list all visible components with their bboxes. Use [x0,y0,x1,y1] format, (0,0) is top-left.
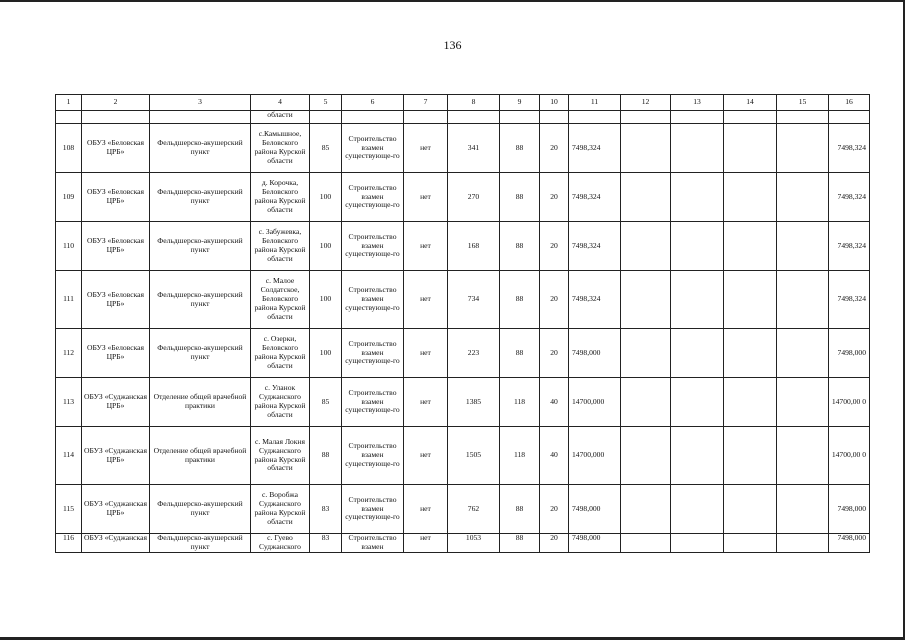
cell-locality: с. Уланок Суджанского района Курской области [251,378,310,427]
cell-col15 [777,427,829,485]
cell-locality: д. Корочка, Беловского района Курской области [251,173,310,222]
cell-organization: ОБУЗ «Суджанская ЦРБ» [82,378,150,427]
cell-col7: нет [404,329,448,378]
cell-col12 [621,485,671,534]
cell-col16: 14700,00 0 [829,378,870,427]
cell-col9: 88 [500,222,540,271]
cell-facility-type: Фельдшерско-акушерский пункт [150,271,251,329]
cell-organization: ОБУЗ «Беловская ЦРБ» [82,271,150,329]
cell-col15 [777,485,829,534]
page-edge-top [0,0,905,2]
cell-col10: 20 [540,534,569,553]
cell-col5: 85 [310,378,342,427]
cell-col8: 762 [448,485,500,534]
table-row [56,485,870,534]
cell-col13 [671,173,724,222]
column-header: 5 [310,95,342,111]
cell-locality: с. Малая Локня Суджанского района Курской области [251,427,310,485]
cell-col11: 7498,000 [569,534,621,553]
cell-col13 [671,378,724,427]
cell-col7: нет [404,534,448,553]
cell-col9: 88 [500,173,540,222]
header-row [56,95,870,111]
cell-facility-type: Отделение общей врачебной практики [150,378,251,427]
cell-col9: 88 [500,485,540,534]
cell-col11: 7498,324 [569,124,621,173]
cell-number: 110 [56,222,82,271]
table-row [56,173,870,222]
cell-col12 [621,271,671,329]
cell-col5: 100 [310,222,342,271]
cell-facility-type: Фельдшерско-акушерский пункт [150,124,251,173]
cell-work-type: Строительство взамен существующе-го [342,173,404,222]
cell-col14 [724,485,777,534]
cell-work-type: Строительство взамен [342,534,404,553]
column-header: 3 [150,95,251,111]
cell-facility-type: Фельдшерско-акушерский пункт [150,222,251,271]
cell-col10: 20 [540,222,569,271]
cell-col10: 20 [540,124,569,173]
cell-col5: 85 [310,124,342,173]
cell-col14 [724,222,777,271]
cell-col12 [621,534,671,553]
cell-col16: 7498,000 [829,485,870,534]
cell-work-type: Строительство взамен существующе-го [342,378,404,427]
cell-facility-type: Фельдшерско-акушерский пункт [150,173,251,222]
cell-col8: 1505 [448,427,500,485]
cell-number: 112 [56,329,82,378]
cell-col14 [724,534,777,553]
cell-facility-type: Отделение общей врачебной практики [150,427,251,485]
cell-col16: 7498,324 [829,271,870,329]
cell-col15 [777,378,829,427]
column-header: 10 [540,95,569,111]
cell-facility-type: Фельдшерско-акушерский пункт [150,485,251,534]
column-header: 7 [404,95,448,111]
cell-work-type: Строительство взамен существующе-го [342,222,404,271]
cell-col12 [621,124,671,173]
cell-col9: 88 [500,534,540,553]
cell-work-type: Строительство взамен существующе-го [342,485,404,534]
cell-col7: нет [404,124,448,173]
cell-col12 [621,173,671,222]
page-number: 136 [443,38,462,52]
cell-col5: 100 [310,329,342,378]
cell-col7: нет [404,222,448,271]
table-viewport [55,94,895,568]
cell-col9: 118 [500,427,540,485]
cell-col7: нет [404,271,448,329]
cell-locality: с. Малое Солдатское, Беловского района Курской области [251,271,310,329]
cell-col10: 20 [540,485,569,534]
cell-col5: 83 [310,534,342,553]
cell-col8: 270 [448,173,500,222]
cell-col15 [777,271,829,329]
cell-col8: 1053 [448,534,500,553]
column-header: 11 [569,95,621,111]
cell-locality: с.Камышное, Беловского района Курской области [251,124,310,173]
cell-col10: 40 [540,427,569,485]
column-header: 1 [56,95,82,111]
cell-col9: 88 [500,124,540,173]
cell-number: 115 [56,485,82,534]
cell-col12 [621,427,671,485]
cell-col9: 88 [500,329,540,378]
cell-col16: 7498,000 [829,329,870,378]
cell-number: 114 [56,427,82,485]
cell-facility-type: Фельдшерско-акушерский пункт [150,329,251,378]
table-row [56,222,870,271]
cell-col5: 83 [310,485,342,534]
cell-work-type: Строительство взамен существующе-го [342,329,404,378]
continuation-row [56,111,870,124]
cell-col9: 118 [500,378,540,427]
cell-col8: 341 [448,124,500,173]
cell-col11: 14700,000 [569,378,621,427]
cell-col14 [724,271,777,329]
cell-col11: 14700,000 [569,427,621,485]
cell-number: 113 [56,378,82,427]
cell-col10: 40 [540,378,569,427]
cell-locality: области [251,111,310,124]
cell-col15 [777,329,829,378]
cell-organization: ОБУЗ «Беловская ЦРБ» [82,222,150,271]
cell-col15 [777,173,829,222]
cell-col16: 7498,000 [829,534,870,553]
table-row [56,427,870,485]
column-header: 15 [777,95,829,111]
cell-number: 109 [56,173,82,222]
cell-col14 [724,378,777,427]
cell-organization: ОБУЗ «Суджанская [82,534,150,553]
cell-work-type: Строительство взамен существующе-го [342,124,404,173]
column-header: 6 [342,95,404,111]
cell-col11: 7498,324 [569,222,621,271]
cell-locality: с. Забужевка, Беловского района Курской области [251,222,310,271]
table-row [56,534,870,553]
cell-work-type: Строительство взамен существующе-го [342,271,404,329]
data-table [55,94,870,553]
cell-col13 [671,329,724,378]
column-header: 4 [251,95,310,111]
column-header: 9 [500,95,540,111]
cell-number: 116 [56,534,82,553]
cell-col8: 734 [448,271,500,329]
cell-locality: с. Гуево Суджанского [251,534,310,553]
cell-organization: ОБУЗ «Беловская ЦРБ» [82,329,150,378]
cell-number: 108 [56,124,82,173]
cell-locality: с. Озерки, Беловского района Курской области [251,329,310,378]
cell-col16: 7498,324 [829,173,870,222]
column-header: 2 [82,95,150,111]
cell-col7: нет [404,378,448,427]
cell-col10: 20 [540,329,569,378]
cell-col11: 7498,000 [569,485,621,534]
cell-col13 [671,485,724,534]
cell-col16: 14700,00 0 [829,427,870,485]
cell-col5: 100 [310,271,342,329]
column-header: 16 [829,95,870,111]
cell-organization: ОБУЗ «Беловская ЦРБ» [82,173,150,222]
cell-col13 [671,427,724,485]
cell-col15 [777,534,829,553]
cell-col13 [671,271,724,329]
cell-col5: 88 [310,427,342,485]
cell-col9: 88 [500,271,540,329]
cell-col14 [724,173,777,222]
cell-organization: ОБУЗ «Суджанская ЦРБ» [82,485,150,534]
cell-col15 [777,222,829,271]
cell-col14 [724,427,777,485]
cell-col5: 100 [310,173,342,222]
cell-col13 [671,534,724,553]
cell-col7: нет [404,485,448,534]
cell-work-type: Строительство взамен существующе-го [342,427,404,485]
cell-col8: 1385 [448,378,500,427]
cell-number: 111 [56,271,82,329]
cell-col12 [621,329,671,378]
column-header: 12 [621,95,671,111]
cell-col14 [724,124,777,173]
cell-col13 [671,222,724,271]
cell-col10: 20 [540,173,569,222]
cell-organization: ОБУЗ «Беловская ЦРБ» [82,124,150,173]
table-row [56,124,870,173]
cell-col12 [621,222,671,271]
cell-col14 [724,329,777,378]
table-row [56,378,870,427]
cell-col10: 20 [540,271,569,329]
cell-facility-type: Фельдшерско-акушерский пункт [150,534,251,553]
cell-col13 [671,124,724,173]
column-header: 13 [671,95,724,111]
cell-col15 [777,124,829,173]
cell-col11: 7498,324 [569,271,621,329]
cell-col16: 7498,324 [829,124,870,173]
cell-col12 [621,378,671,427]
cell-col16: 7498,324 [829,222,870,271]
cell-locality: с. Воробжа Суджанского района Курской области [251,485,310,534]
cell-col11: 7498,324 [569,173,621,222]
cell-col8: 168 [448,222,500,271]
column-header: 14 [724,95,777,111]
cell-col7: нет [404,173,448,222]
table-row [56,271,870,329]
cell-col8: 223 [448,329,500,378]
cell-organization: ОБУЗ «Суджанская ЦРБ» [82,427,150,485]
table-row [56,329,870,378]
column-header: 8 [448,95,500,111]
cell-col11: 7498,000 [569,329,621,378]
cell-col7: нет [404,427,448,485]
